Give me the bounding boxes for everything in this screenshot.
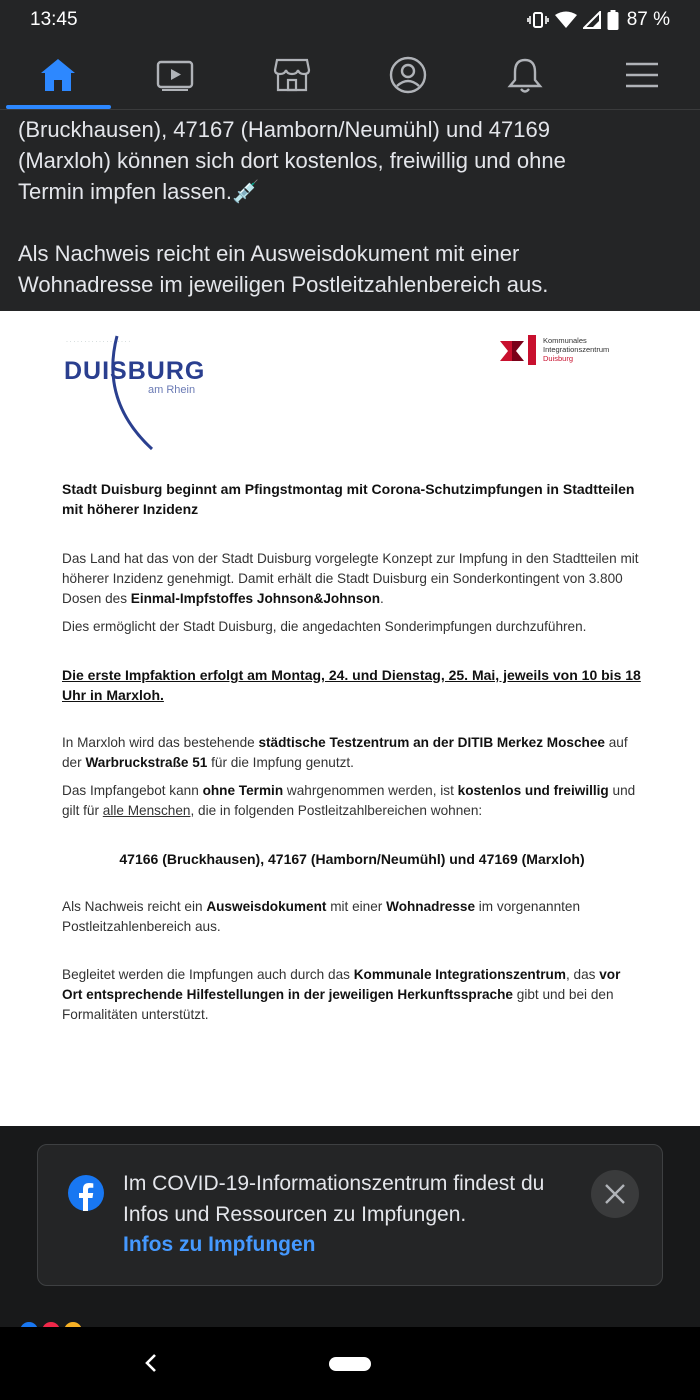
status-icons xyxy=(527,10,619,30)
ki-logo-line1: Kommunales xyxy=(543,336,587,345)
svg-text:· · · · · · · · · · · · · · ·: · · · · · · · · · · · · · · · · · · xyxy=(66,339,131,345)
tab-home[interactable] xyxy=(0,40,117,109)
back-icon[interactable] xyxy=(143,1352,159,1374)
covid-info-card xyxy=(37,1144,663,1286)
vibrate-icon xyxy=(527,11,549,29)
document-body xyxy=(62,479,642,1033)
doc-paragraph-date: Die erste Impfaktion erfolgt am Montag, 24. und Dienstag, 25. Mai, jeweils von 10 bis 18 Uhr in Marxloh. xyxy=(62,667,641,703)
tab-marketplace[interactable] xyxy=(233,40,350,109)
tab-profile[interactable] xyxy=(350,40,467,109)
duisburg-logo xyxy=(60,331,230,456)
ki-logo-line3: Duisburg xyxy=(543,354,574,363)
home-gesture-pill[interactable] xyxy=(329,1357,371,1371)
duisburg-logo-sub: am Rhein xyxy=(148,384,196,396)
info-card-text: Im COVID-19-Informationszentrum findest du Infos und Ressourcen zu Impfungen. xyxy=(123,1172,545,1226)
post-line: (Bruckhausen), 47167 (Hamborn/Neumühl) und 47169 xyxy=(18,117,550,142)
profile-icon xyxy=(389,56,427,94)
tab-menu[interactable] xyxy=(583,40,700,109)
post-line: Termin impfen lassen.💉 xyxy=(18,179,260,204)
doc-paragraph: Dies ermöglicht der Stadt Duisburg, die angedachten Sonderimpfungen durchzuführen. xyxy=(62,619,587,634)
ki-logo-line2: Integrationszentrum xyxy=(543,345,610,354)
post-image-document[interactable] xyxy=(0,311,700,1126)
doc-paragraph: Begleitet werden die Impfungen auch durch das Kommunale Integrationszentrum, das vor Ort entsprechende Hilfestellungen in der jeweiligen Herkunftssprache gibt und bei den Formalitäten unterstützt. xyxy=(62,967,621,1022)
facebook-icon xyxy=(68,1175,104,1211)
document-heading: Stadt Duisburg beginnt am Pfingstmontag mit Corona-Schutzimpfungen in Stadtteilen mit höherer Inzidenz xyxy=(62,481,635,517)
post-line: Als Nachweis reicht ein Ausweisdokument mit einer xyxy=(18,241,520,266)
duisburg-logo-text: DUISBURG xyxy=(64,357,206,385)
status-bar xyxy=(0,0,700,40)
integrationszentrum-logo xyxy=(498,331,648,371)
signal-icon xyxy=(583,11,601,29)
close-button[interactable] xyxy=(591,1170,639,1218)
doc-postcodes: 47166 (Bruckhausen), 47167 (Hamborn/Neumühl) und 47169 (Marxloh) xyxy=(119,851,585,867)
store-icon xyxy=(273,57,311,93)
post-text xyxy=(0,110,700,311)
battery-icon xyxy=(607,10,619,30)
doc-paragraph: In Marxloh wird das bestehende städtische Testzentrum an der DITIB Merkez Moschee auf der Warbruckstraße 51 für die Impfung genutzt. xyxy=(62,735,628,770)
post-line: Wohnadresse im jeweiligen Postleitzahlenbereich aus. xyxy=(18,272,549,297)
doc-paragraph: Das Impfangebot kann ohne Termin wahrgenommen werden, ist kostenlos und freiwillig und gilt für alle Menschen, die in folgenden Postleitzahlbereichen wohnen: xyxy=(62,783,636,818)
tab-notifications[interactable] xyxy=(467,40,584,109)
close-icon xyxy=(604,1183,626,1205)
battery-percent: 87 % xyxy=(626,9,670,30)
system-navigation-bar xyxy=(0,1327,700,1400)
info-card-link[interactable]: Infos zu Impfungen xyxy=(123,1233,316,1256)
post-line: (Marxloh) können sich dort kostenlos, freiwillig und ohne xyxy=(18,148,566,173)
doc-paragraph: Als Nachweis reicht ein Ausweisdokument mit einer Wohnadresse im vorgenannten Postleitzahlenbereich aus. xyxy=(62,899,581,934)
bell-icon xyxy=(507,56,543,94)
home-icon xyxy=(39,57,77,93)
menu-icon xyxy=(625,61,659,89)
wifi-icon xyxy=(555,11,577,29)
status-time: 13:45 xyxy=(30,9,78,30)
tab-watch[interactable] xyxy=(117,40,234,109)
doc-paragraph: Das Land hat das von der Stadt Duisburg vorgelegte Konzept zur Impfung in den Stadtteilen mit höherer Inzidenz genehmigt. Damit erhält die Stadt Duisburg ein Sonderkontingent von 3.800 Dosen des Einmal-Impfstoffes Johnson&Johnson. xyxy=(62,551,639,606)
status-right xyxy=(527,9,670,31)
top-nav-bar xyxy=(0,40,700,110)
video-icon xyxy=(156,59,194,91)
